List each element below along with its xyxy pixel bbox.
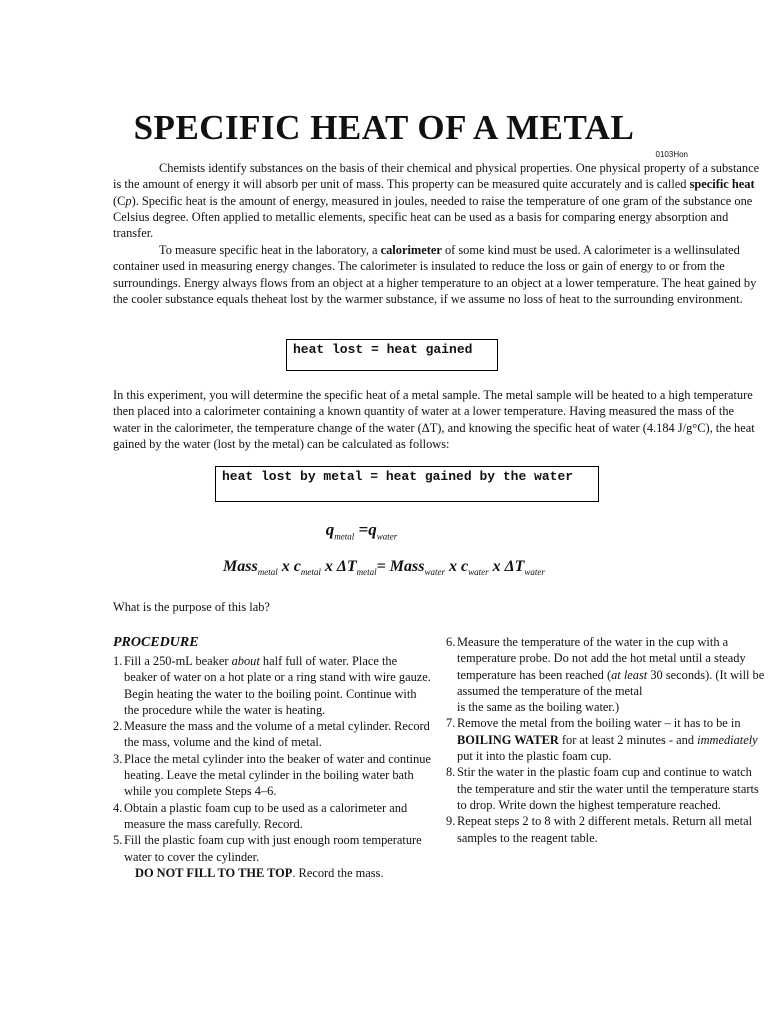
equation-q: $q_{metal} =q_{water}$	[325, 520, 398, 542]
purpose-question: What is the purpose of this lab?	[113, 600, 270, 614]
term-specific-heat: specific heat	[689, 177, 755, 192]
equation-mass-heat: Mass$_{metal}$ x $c_{metal}$ x $\Delta T_{metal}=$ Mass$_{water}$ x $c_{water}$ x $\Delta T_{water}$	[223, 558, 545, 578]
intro-paragraph-2: To measure specific heat in the laboratory, a calorimeter of some kind must be used. A calorimeter is a wellinsulated container used in measuring energy changes. The calorimeter is insulated to reduce the loss or gain of energy to or from the surroundings. Energy always flows from an object at a higher temperature to an object at a lower temperature. The heat gained by the cooler substance equals theheat lost by the warmer substance, if we assume no loss of heat to the surrounding environment.	[113, 243, 757, 306]
intro-paragraph-1: Chemists identify substances on the basis of their chemical and physical properties. One physical property of a substance is the amount of energy it will absorb per unit of mass. This property can be measured quite accurately and is called specific heat (Cp). Specific heat is the amount of energy, measured in joules, needed to raise the temperature of one gram of the substance one Celsius degree. Often applied to metallic elements, specific heat can be used as a basis for comparing energy absorption and transfer.	[113, 161, 760, 241]
procedure-step-6: 6. Measure the temperature of the water in the cup with a temperature probe. Do not add the hot metal until a steady temperature has been reached (at least 30 seconds). (It will be assumed the temperature of the metal is the same as the boiling water.)	[446, 635, 765, 715]
procedure-step-5: 5. Fill the plastic foam cup with just enough room temperature water to cover the cylinder. DO NOT FILL TO THE TOP. Record the mass.	[113, 833, 422, 880]
procedure-step-9: 9. Repeat steps 2 to 8 with 2 different metals. Return all metal samples to the reagent table.	[446, 814, 753, 845]
page-title: SPECIFIC HEAT OF A METAL	[133, 108, 635, 147]
procedure-step-1: 1. Fill a 250-mL beaker about half full of water. Place the beaker of water on a hot plate or a ring stand with wire gauze. Begin heating the water to the boiling point. Continue with the procedure while the water is heating.	[113, 654, 431, 717]
procedure-step-8: 8. Stir the water in the plastic foam cup and continue to watch the temperature and stir the water until the temperature starts to drop. Write down the highest temperature reached.	[446, 765, 759, 812]
experiment-paragraph: In this experiment, you will determine the specific heat of a metal sample. The metal sample will be heated to a high temperature then placed into a calorimeter containing a known quantity of water at a lower temperature. Having measured the mass of the water in the calorimeter, the temperature change of the water (ΔT), and knowing the specific heat of water (4.184 J/g°C), the heat gained by the water (lost by the metal) can be calculated as follows:	[113, 388, 755, 451]
procedure-step-3: 3. Place the metal cylinder into the beaker of water and continue heating. Leave the metal cylinder in the boiling water bath while you complete Steps 4–6.	[113, 751, 431, 799]
formula-box-heat-lost-by-metal: heat lost by metal = heat gained by the water	[215, 466, 599, 502]
procedure-step-2: 2. Measure the mass and the volume of a metal cylinder. Record the mass, volume and the kind of metal.	[113, 719, 430, 750]
procedure-heading: PROCEDURE	[113, 635, 199, 650]
document-code: 0103Hon	[655, 150, 688, 159]
term-calorimeter: calorimeter	[380, 243, 442, 257]
formula-box-heat-lost: heat lost = heat gained	[286, 339, 498, 371]
procedure-left-column	[113, 653, 433, 881]
procedure-step-4: 4. Obtain a plastic foam cup to be used as a calorimeter and measure the mass carefully. Record.	[113, 800, 408, 831]
procedure-right-column	[446, 634, 768, 846]
procedure-step-7: 7. Remove the metal from the boiling water – it has to be in BOILING WATER for at least 2 minutes - and immediately put it into the plastic foam cup.	[446, 716, 758, 764]
